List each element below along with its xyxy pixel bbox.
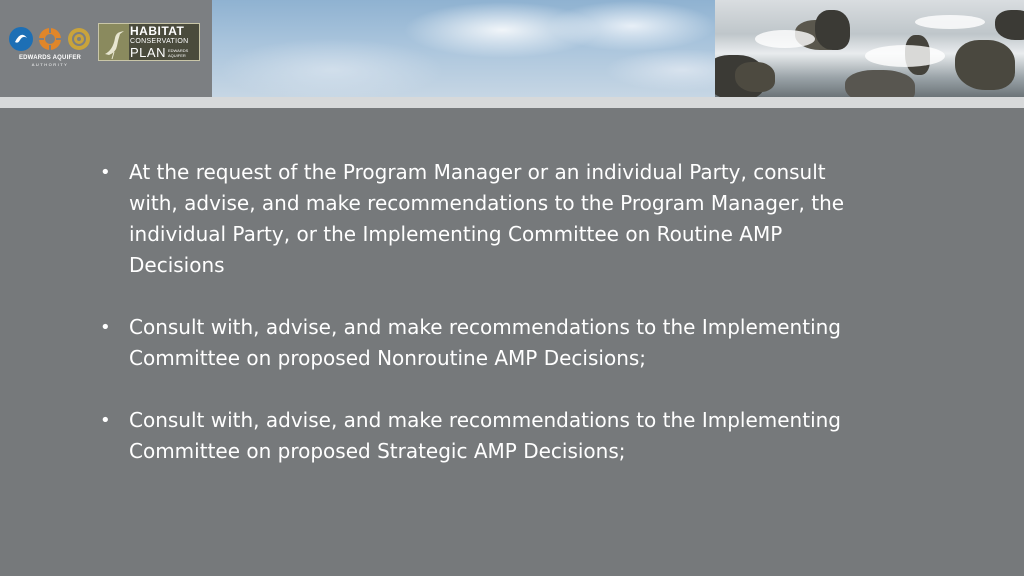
heron-icon: [99, 24, 129, 60]
sun-icon: [66, 26, 92, 52]
water-drop-icon: [8, 26, 34, 52]
sky-clouds-photo: [212, 0, 715, 97]
waterfall-rocks-photo: [715, 0, 1024, 97]
bullet-item: [100, 405, 880, 467]
bullet-text: Consult with, advise, and make recommendations to the Implementing Committee on proposed Strategic AMP Decisions;: [129, 408, 842, 463]
bullet-item: [100, 157, 880, 281]
sun-gear-icon: [37, 26, 63, 52]
bullet-dot-icon: •: [100, 410, 111, 431]
hcp-title-edwards-aquifer: EDWARDS AQUIFER: [167, 47, 189, 58]
bullet-list: [100, 157, 880, 498]
bullet-dot-icon: •: [100, 317, 111, 338]
logo-panel: [0, 0, 212, 97]
hcp-title-habitat: HABITAT: [130, 24, 185, 38]
hcp-title-plan: PLAN: [130, 45, 166, 60]
bullet-dot-icon: •: [100, 162, 111, 183]
bullet-text: Consult with, advise, and make recommendations to the Implementing Committee on proposed Nonroutine AMP Decisions;: [129, 315, 842, 370]
bullet-text: At the request of the Program Manager or an individual Party, consult with, advise, and make recommendations to the Program Manager, the individual Party, or the Implementing Committee on Routine AMP Decisions: [129, 160, 845, 277]
habitat-conservation-plan-logo: [98, 23, 200, 61]
bullet-item: [100, 312, 880, 374]
edwards-aquifer-authority-logo: [6, 24, 94, 70]
header-banner: [0, 0, 1024, 97]
eaa-name: EDWARDS AQUIFER: [18, 55, 82, 61]
eaa-subtitle: AUTHORITY: [31, 62, 69, 67]
hcp-title-conservation: CONSERVATION: [130, 38, 189, 45]
header-divider: [0, 97, 1024, 108]
